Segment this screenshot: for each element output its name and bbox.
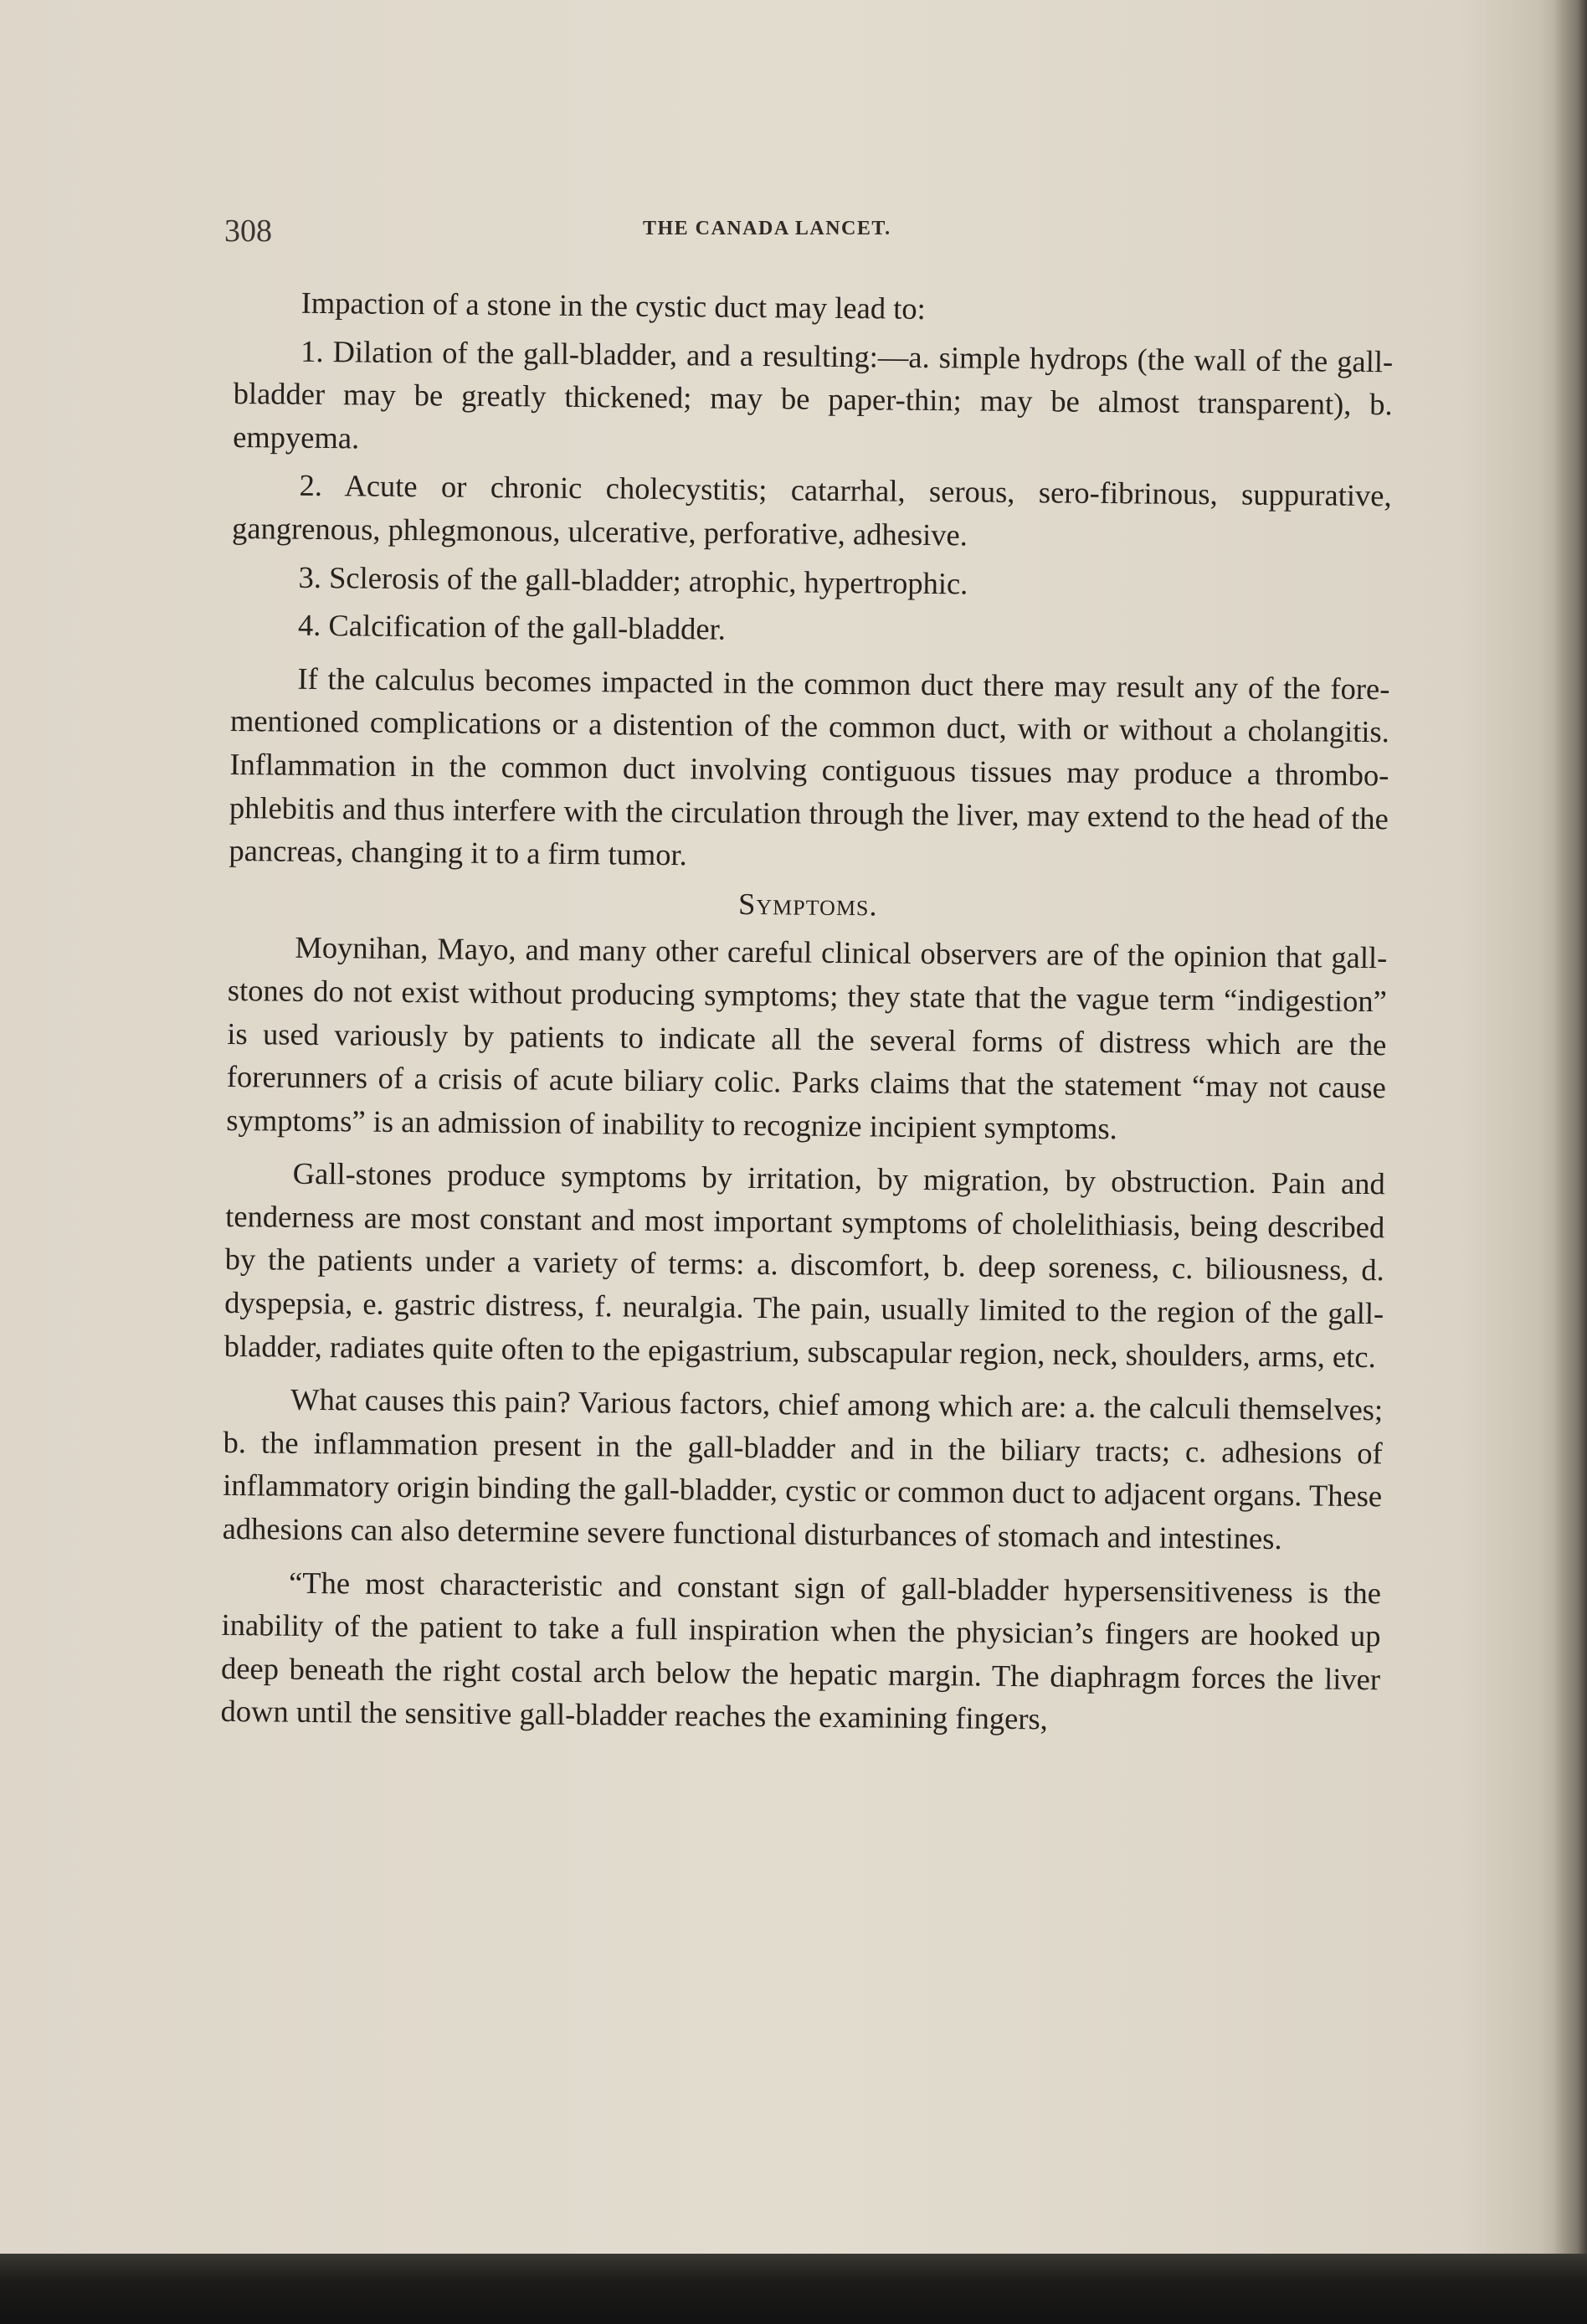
list-item-3: 3. Sclerosis of the gall-bladder; atrophic, hypertrophic.: [298, 559, 968, 600]
pain-causes-paragraph: What causes this pain? Various factors, chief among which are: a. the calculi themselves; b. the inflammation present in the gall-bladder and in the biliary tracts; c. adhesions of inflammatory origin binding the gall-bladder, cystic or common duct to adjacent organs. These adhesions can also determine severe functional disturbances of stomach and intestines.: [222, 1381, 1384, 1556]
common-duct-paragraph: If the calculus becomes impacted in the common duct there may result any of the fore-mentioned complications or a distention of the common duct, with or without a cholangitis. Inflammation in the common duct involving contiguous tissues may produce a thrombo-phlebitis and thus interfere with the circulation through the liver, may extend to the head of the pancreas, changing it to a firm tumor.: [229, 661, 1390, 872]
page-header: [224, 213, 1396, 255]
page-gutter-shadow: [1554, 0, 1587, 2324]
list-item-4: 4. Calcification of the gall-bladder.: [297, 607, 727, 646]
page-number: 308: [224, 213, 272, 249]
scan-bottom-edge: [0, 2254, 1587, 2324]
section-heading-symptoms: Symptoms.: [737, 886, 878, 923]
body-text: [220, 280, 1394, 1749]
moynihan-paragraph: Moynihan, Mayo, and many other careful clinical observers are of the opinion that gall-stones do not exist without producing symptoms; they state that the vague term “indigestion” is used variously by patients to indicate all the several forms of distress which are the forerunners of a crisis of acute biliary colic. Parks claims that the statement “may not cause symptoms” is an admission of inability to recognize incipient symptoms.: [226, 930, 1388, 1145]
gallstones-paragraph: Gall-stones produce symptoms by irritation, by migration, by obstruction. Pain and tenderness are most constant and most important symptoms of cholelithiasis, being described by the patients under a variety of terms: a. discomfort, b. deep soreness, c. biliousness, d. dyspepsia, e. gastric distress, f. neuralgia. The pain, usually limited to the region of the gall-bladder, radiates quite often to the epigastrium, subscapular region, neck, shoulders, arms, etc.: [223, 1156, 1385, 1374]
quotation-paragraph: “The most characteristic and constant sign of gall-bladder hypersensitiveness is the inability of the patient to take a full inspiration when the physician’s fingers are hooked up deep beneath the right costal arch below the hepatic margin. The diaphragm forces the liver down until the sensitive gall-bladder reaches the examining fingers,: [220, 1565, 1382, 1736]
list-item-2: 2. Acute or chronic cholecystitis; catarrhal, serous, sero-fibrinous, suppurative, gangrenous, phlegmonous, ulcerative, perforative, adhesive.: [231, 468, 1392, 553]
list-item-1: 1. Dilation of the gall-bladder, and a resulting:—a. simple hydrops (the wall of the gall-bladder may be greatly thickened; may be paper-thin; may be almost transparent), b. empyema.: [233, 333, 1394, 455]
intro-paragraph: Impaction of a stone in the cystic duct may lead to:: [300, 285, 926, 326]
running-head: THE CANADA LANCET.: [643, 218, 891, 239]
